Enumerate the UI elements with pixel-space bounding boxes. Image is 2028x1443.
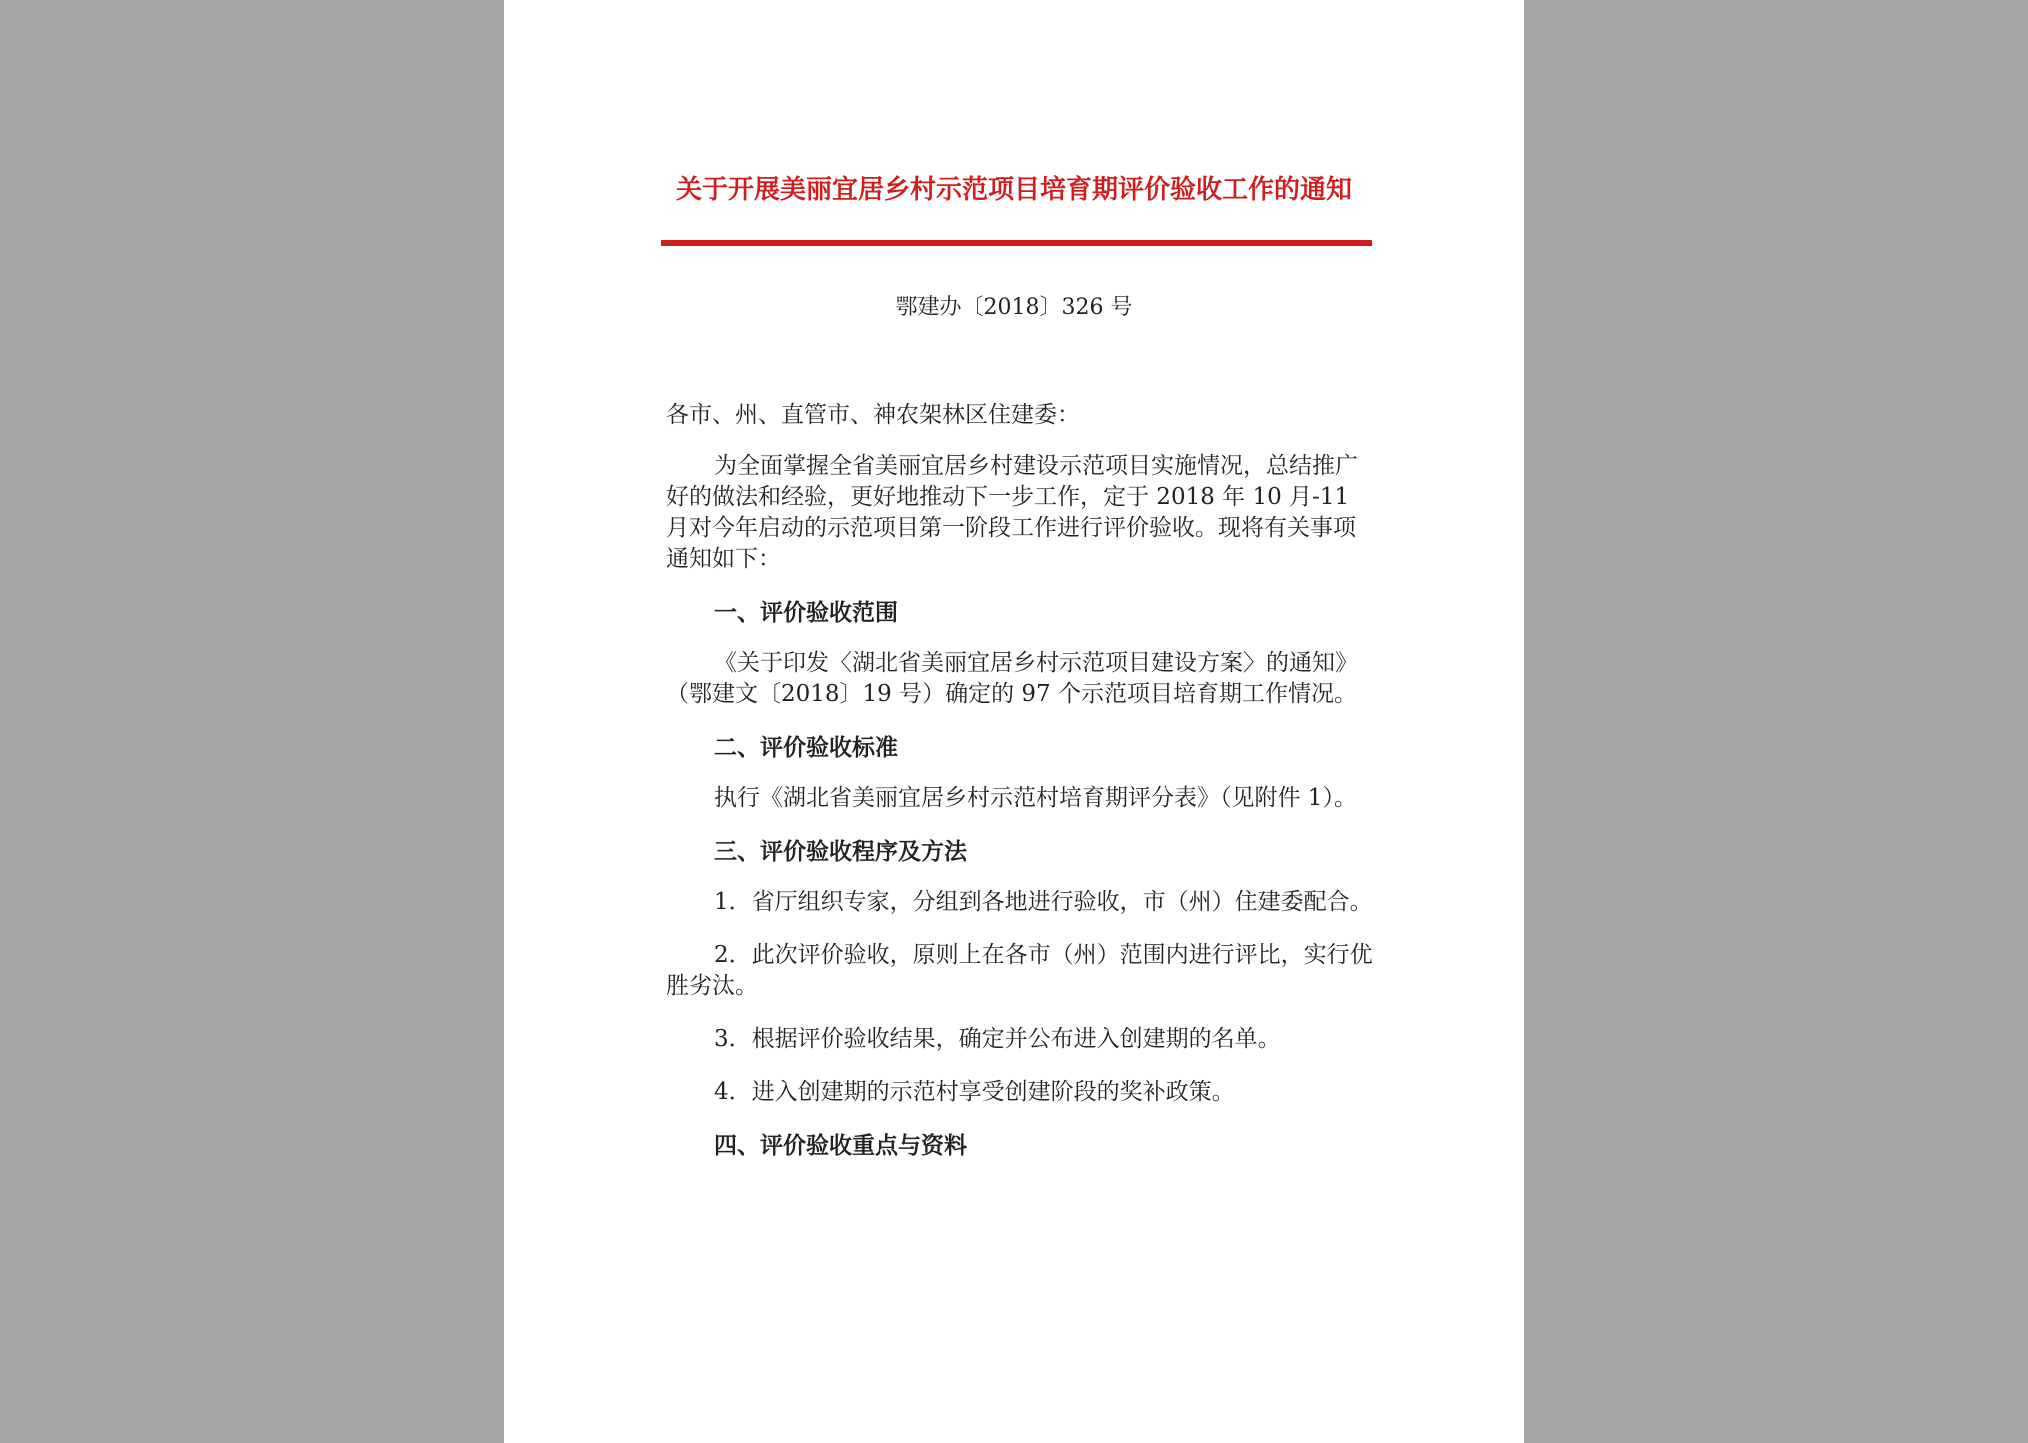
section-heading-standard: 二、评价验收标准 [714,734,898,761]
standard-paragraph: 执行《湖北省美丽宜居乡村示范村培育期评分表》（见附件 1）。 [714,785,1357,811]
procedure-item-2: 2．此次评价验收，原则上在各市（州）范围内进行评比，实行优胜劣汰。 [666,942,1373,999]
intro-paragraph: 为全面掌握全省美丽宜居乡村建设示范项目实施情况，总结推广好的做法和经验，更好地推动下一步工作，定于 2018 年 10 月-11 月对今年启动的示范项目第一阶段工作进行评价验收。现将有关事项通知如下： [666,453,1358,572]
section-heading-procedure: 三、评价验收程序及方法 [714,838,967,865]
document-page [504,0,1524,1443]
document-number: 鄂建办〔2018〕326 号 [895,295,1133,320]
procedure-item-4: 4．进入创建期的示范村享受创建阶段的奖补政策。 [714,1079,1235,1105]
procedure-item-1: 1．省厅组织专家，分组到各地进行验收，市（州）住建委配合。 [714,889,1373,915]
document-title: 关于开展美丽宜居乡村示范项目培育期评价验收工作的通知 [675,175,1352,205]
red-header-rule [661,240,1372,246]
salutation: 各市、州、直管市、神农架林区住建委： [666,402,1080,428]
document-body [666,400,1376,1181]
scope-paragraph: 《关于印发〈湖北省美丽宜居乡村示范项目建设方案〉的通知》（鄂建文〔2018〕19 号）确定的 97 个示范项目培育期工作情况。 [666,650,1358,707]
section-heading-scope: 一、评价验收范围 [714,599,898,626]
procedure-item-3: 3．根据评价验收结果，确定并公布进入创建期的名单。 [714,1026,1281,1052]
section-heading-key-points: 四、评价验收重点与资料 [714,1132,967,1159]
